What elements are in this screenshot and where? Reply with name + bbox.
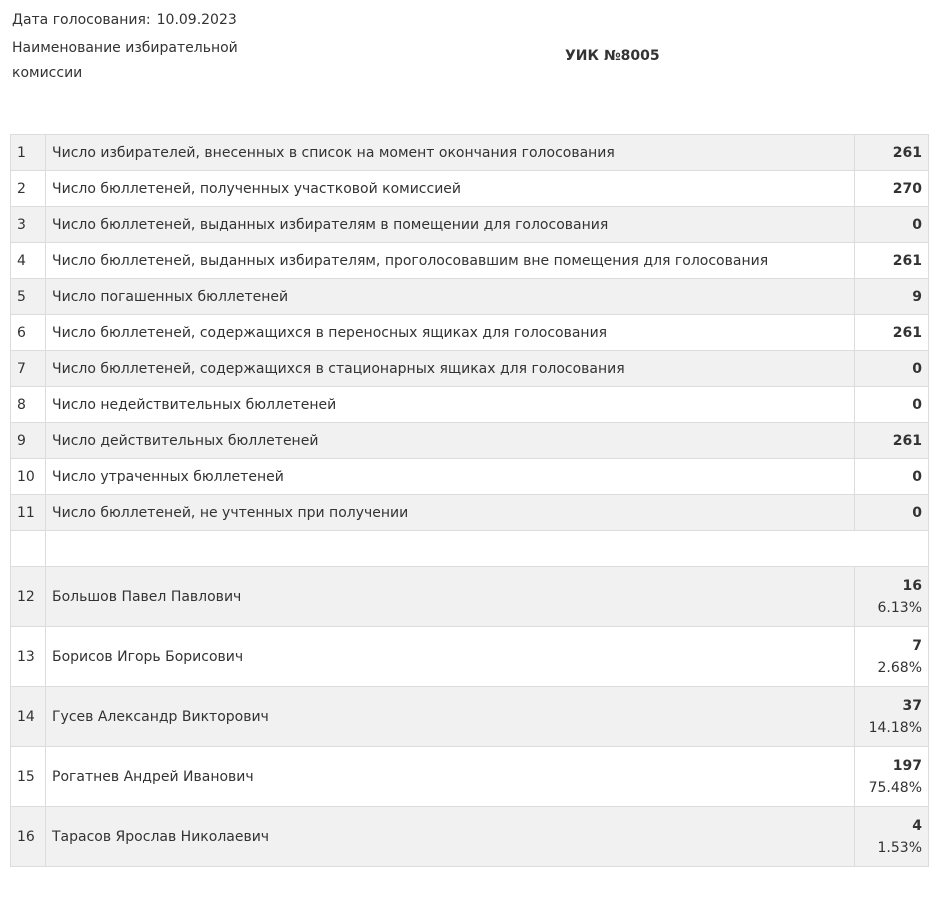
candidate-name: Тарасов Ярослав Николаевич bbox=[46, 807, 855, 867]
candidate-result bbox=[855, 687, 929, 747]
row-label: Число утраченных бюллетеней bbox=[46, 459, 855, 495]
candidate-result bbox=[855, 807, 929, 867]
row-number: 15 bbox=[11, 747, 46, 807]
voting-date-label: Дата голосования: bbox=[12, 12, 151, 28]
row-value: 270 bbox=[855, 171, 929, 207]
candidate-percent: 6.13% bbox=[877, 599, 922, 616]
separator-row bbox=[11, 531, 929, 567]
row-label: Число бюллетеней, содержащихся в переносных ящиках для голосования bbox=[46, 315, 855, 351]
candidate-name: Большов Павел Павлович bbox=[46, 567, 855, 627]
row-value: 0 bbox=[855, 495, 929, 531]
row-value: 0 bbox=[855, 387, 929, 423]
row-label: Число действительных бюллетеней bbox=[46, 423, 855, 459]
candidate-row bbox=[11, 567, 929, 627]
candidate-percent: 14.18% bbox=[868, 719, 922, 736]
row-number: 11 bbox=[11, 495, 46, 531]
candidate-votes: 37 bbox=[902, 697, 922, 714]
row-number: 3 bbox=[11, 207, 46, 243]
candidate-votes: 16 bbox=[902, 577, 922, 594]
row-number: 16 bbox=[11, 807, 46, 867]
candidate-row bbox=[11, 747, 929, 807]
row-number: 6 bbox=[11, 315, 46, 351]
commission-label: Наименование избирательной комиссии bbox=[12, 40, 238, 81]
row-label: Число бюллетеней, выданных избирателям, проголосовавшим вне помещения для голосования bbox=[46, 243, 855, 279]
row-label: Число бюллетеней, содержащихся в стационарных ящиках для голосования bbox=[46, 351, 855, 387]
candidate-votes: 197 bbox=[892, 757, 922, 774]
row-value: 0 bbox=[855, 351, 929, 387]
table-row bbox=[11, 459, 929, 495]
row-number: 8 bbox=[11, 387, 46, 423]
table-row bbox=[11, 207, 929, 243]
table-row bbox=[11, 387, 929, 423]
candidate-votes: 4 bbox=[912, 817, 922, 834]
candidate-result bbox=[855, 627, 929, 687]
voting-date-line bbox=[12, 10, 237, 30]
table-row bbox=[11, 279, 929, 315]
voting-date-value: 10.09.2023 bbox=[156, 12, 237, 28]
row-label: Число избирателей, внесенных в список на момент окончания голосования bbox=[46, 135, 855, 171]
row-value: 261 bbox=[855, 423, 929, 459]
row-number: 12 bbox=[11, 567, 46, 627]
row-label: Число погашенных бюллетеней bbox=[46, 279, 855, 315]
commission-name: УИК №8005 bbox=[565, 48, 660, 64]
row-value: 0 bbox=[855, 459, 929, 495]
protocol-header bbox=[12, 8, 932, 108]
row-label: Число недействительных бюллетеней bbox=[46, 387, 855, 423]
table-row bbox=[11, 315, 929, 351]
results-table bbox=[10, 134, 929, 867]
row-number: 1 bbox=[11, 135, 46, 171]
candidate-row bbox=[11, 627, 929, 687]
row-label: Число бюллетеней, не учтенных при получении bbox=[46, 495, 855, 531]
candidate-result bbox=[855, 747, 929, 807]
candidate-votes: 7 bbox=[912, 637, 922, 654]
row-number: 2 bbox=[11, 171, 46, 207]
candidate-percent: 75.48% bbox=[868, 779, 922, 796]
row-number: 4 bbox=[11, 243, 46, 279]
table-row bbox=[11, 423, 929, 459]
separator-cell bbox=[11, 531, 46, 567]
table-row bbox=[11, 495, 929, 531]
candidate-name: Борисов Игорь Борисович bbox=[46, 627, 855, 687]
table-row bbox=[11, 171, 929, 207]
candidate-result bbox=[855, 567, 929, 627]
separator-cell bbox=[46, 531, 929, 567]
candidate-percent: 2.68% bbox=[877, 659, 922, 676]
candidate-name: Рогатнев Андрей Иванович bbox=[46, 747, 855, 807]
row-label: Число бюллетеней, полученных участковой комиссией bbox=[46, 171, 855, 207]
candidate-row bbox=[11, 807, 929, 867]
row-value: 9 bbox=[855, 279, 929, 315]
row-number: 10 bbox=[11, 459, 46, 495]
row-number: 5 bbox=[11, 279, 46, 315]
row-number: 7 bbox=[11, 351, 46, 387]
candidate-percent: 1.53% bbox=[877, 839, 922, 856]
table-row bbox=[11, 243, 929, 279]
row-number: 14 bbox=[11, 687, 46, 747]
row-number: 9 bbox=[11, 423, 46, 459]
table-row bbox=[11, 351, 929, 387]
table-row bbox=[11, 135, 929, 171]
row-value: 261 bbox=[855, 315, 929, 351]
candidate-name: Гусев Александр Викторович bbox=[46, 687, 855, 747]
candidate-row bbox=[11, 687, 929, 747]
row-label: Число бюллетеней, выданных избирателям в помещении для голосования bbox=[46, 207, 855, 243]
row-value: 0 bbox=[855, 207, 929, 243]
row-number: 13 bbox=[11, 627, 46, 687]
row-value: 261 bbox=[855, 135, 929, 171]
row-value: 261 bbox=[855, 243, 929, 279]
